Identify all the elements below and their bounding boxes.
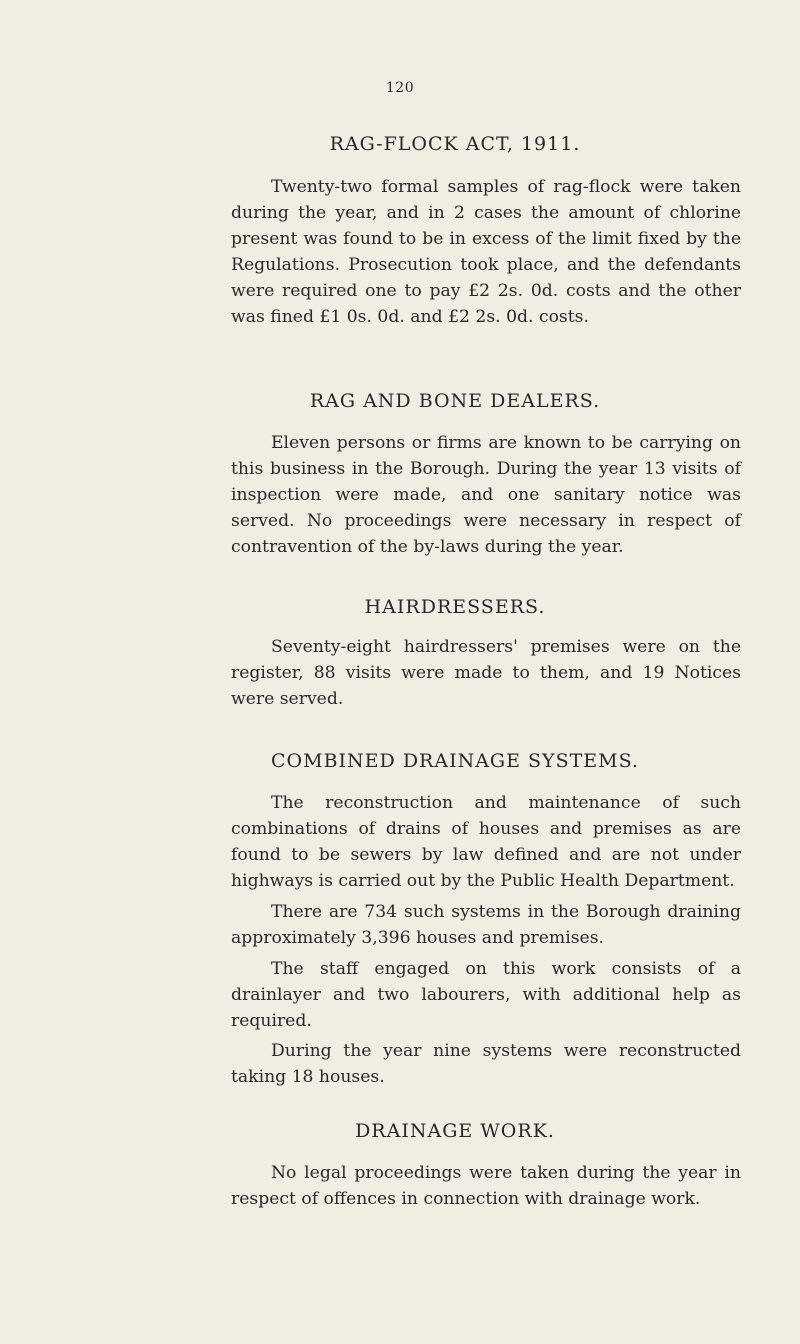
paragraph-drainage-staff: The staff engaged on this work consists of a drainlayer and two labourers, with additional help as required. [231,959,741,1031]
paragraph-drainage-reconstructed: During the year nine systems were reconstructed taking 18 houses. [231,1041,741,1087]
paragraph-drainage-systems-count: There are 734 such systems in the Borough draining approximately 3,396 houses and premises. [231,902,741,948]
paragraph-drainage-work: No legal proceedings were taken during the year in respect of offences in connection with drainage work. [231,1163,741,1209]
page-number: 120 [385,80,415,96]
paragraph-drainage-reconstruction: The reconstruction and maintenance of such combinations of drains of houses and premises as are found to be sewers by law defined and are not under highways is carried out by the Public Health Department. [231,793,741,891]
heading-combined-drainage-systems: COMBINED DRAINAGE SYSTEMS. [271,750,639,772]
heading-rag-flock-act: RAG-FLOCK ACT, 1911. [329,133,581,155]
paragraph-hairdressers: Seventy-eight hairdressers' premises were on the register, 88 visits were made to them, and 19 Notices were served. [231,637,741,709]
heading-rag-bone-dealers: RAG AND BONE DEALERS. [309,390,601,412]
paragraph-rag-flock: Twenty-two formal samples of rag-flock were taken during the year, and in 2 cases the amount of chlorine present was found to be in excess of the limit fixed by the Regulations. Prosecution took place, and the defendants were required one to pay £2 2s. 0d. costs and the other was fined £1 0s. 0d. and £2 2s. 0d. costs. [231,177,741,327]
paragraph-rag-bone-dealers: Eleven persons or firms are known to be carrying on this business in the Borough. During the year 13 visits of inspection were made, and one sanitary notice was served. No proceedings were necessary in respect of contravention of the by-laws during the year. [231,433,741,557]
heading-drainage-work: DRAINAGE WORK. [355,1120,555,1142]
heading-hairdressers: HAIRDRESSERS. [364,596,546,618]
